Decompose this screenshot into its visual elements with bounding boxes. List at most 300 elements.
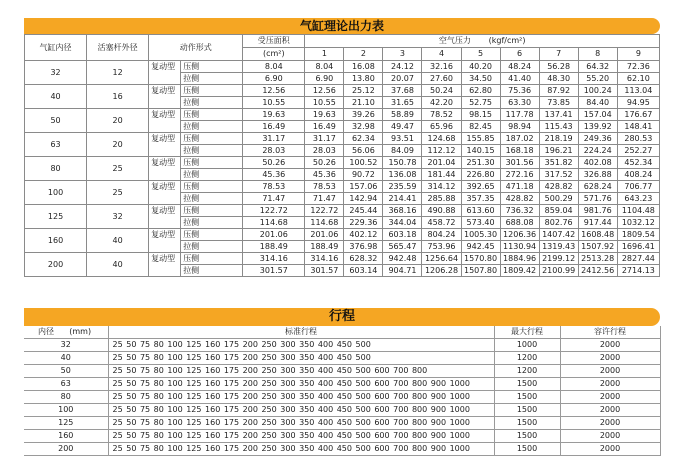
pressure-col-header: 3	[383, 48, 422, 61]
pressure-unit: (kgf/cm²)	[488, 36, 526, 45]
force-value: 1256.64	[422, 253, 461, 265]
force-value: 75.36	[500, 85, 539, 97]
force-value: 62.34	[344, 133, 383, 145]
force-value: 859.04	[539, 205, 578, 217]
force-value: 706.77	[617, 181, 659, 193]
mode-header: 动作形式	[149, 35, 243, 61]
force-value: 224.24	[578, 145, 617, 157]
pressure-col-header: 8	[578, 48, 617, 61]
force-value: 187.02	[500, 133, 539, 145]
force-value: 1507.80	[461, 265, 500, 277]
force-value: 904.71	[383, 265, 422, 277]
force-value: 643.23	[617, 193, 659, 205]
force-value: 314.12	[422, 181, 461, 193]
pressure-col-header: 2	[344, 48, 383, 61]
standard-strokes-cell: 25 50 75 80 100 125 160 175 200 250 300 350 400 450 500 600 700 800	[108, 365, 494, 378]
mode-cell: 复动型	[149, 181, 181, 205]
area-cell: 301.57	[243, 265, 305, 277]
force-value: 124.68	[422, 133, 461, 145]
force-value: 115.43	[539, 121, 578, 133]
force-value: 32.98	[344, 121, 383, 133]
force-value: 142.94	[344, 193, 383, 205]
mode-cell: 复动型	[149, 205, 181, 229]
area-cell: 314.16	[243, 253, 305, 265]
rod-cell: 20	[87, 109, 149, 133]
force-value: 157.06	[344, 181, 383, 193]
max-stroke-cell: 1500	[494, 430, 560, 443]
force-value: 27.60	[422, 73, 461, 85]
force-value: 392.65	[461, 181, 500, 193]
standard-strokes-cell: 25 50 75 80 100 125 160 175 200 250 300 350 400 450 500	[108, 339, 494, 352]
force-value: 753.96	[422, 241, 461, 253]
force-value: 137.41	[539, 109, 578, 121]
force-value: 8.04	[305, 61, 344, 73]
force-value: 56.06	[344, 145, 383, 157]
force-value: 1809.54	[617, 229, 659, 241]
force-value: 1206.28	[422, 265, 461, 277]
force-value: 1696.41	[617, 241, 659, 253]
force-value: 1032.12	[617, 217, 659, 229]
force-value: 736.32	[500, 205, 539, 217]
stroke-row	[24, 378, 660, 391]
force-value: 1104.48	[617, 205, 659, 217]
bore-header: 气缸内径	[25, 35, 87, 61]
force-value: 84.40	[578, 97, 617, 109]
pull-label: 拉侧	[181, 97, 243, 109]
standard-strokes-cell: 25 50 75 80 100 125 160 175 200 250 300 350 400 450 500	[108, 352, 494, 365]
rod-header: 活塞杆外径	[87, 35, 149, 61]
rod-cell: 32	[87, 205, 149, 229]
force-value: 428.82	[539, 181, 578, 193]
max-stroke-cell: 1200	[494, 365, 560, 378]
force-value: 1809.42	[500, 265, 539, 277]
force-value: 565.47	[383, 241, 422, 253]
stroke-bore-cell: 63	[24, 378, 108, 391]
allowed-stroke-cell: 2000	[560, 339, 660, 352]
force-value: 688.08	[500, 217, 539, 229]
area-cell: 8.04	[243, 61, 305, 73]
force-value: 272.16	[500, 169, 539, 181]
force-value: 981.76	[578, 205, 617, 217]
force-value: 78.53	[305, 181, 344, 193]
force-value: 603.14	[344, 265, 383, 277]
force-value: 37.68	[383, 85, 422, 97]
force-value: 357.35	[461, 193, 500, 205]
mode-cell: 复动型	[149, 85, 181, 109]
force-value: 39.26	[344, 109, 383, 121]
max-stroke-cell: 1500	[494, 417, 560, 430]
standard-strokes-cell: 25 50 75 80 100 125 160 175 200 250 300 350 400 450 500 600 700 800 900 1000	[108, 404, 494, 417]
stroke-bore-cell: 200	[24, 443, 108, 456]
force-value: 285.88	[422, 193, 461, 205]
force-value: 280.53	[617, 133, 659, 145]
force-value: 2412.56	[578, 265, 617, 277]
force-value: 402.08	[578, 157, 617, 169]
force-value: 150.78	[383, 157, 422, 169]
force-value: 16.49	[305, 121, 344, 133]
force-value: 48.24	[500, 61, 539, 73]
push-label: 压侧	[181, 181, 243, 193]
stroke-row	[24, 404, 660, 417]
pressure-col-header: 9	[617, 48, 659, 61]
force-row-push	[25, 253, 660, 265]
pull-label: 拉侧	[181, 121, 243, 133]
force-value: 21.10	[344, 97, 383, 109]
stroke-bore-header	[24, 326, 108, 339]
force-value: 1884.96	[500, 253, 539, 265]
stroke-row	[24, 417, 660, 430]
force-value: 218.19	[539, 133, 578, 145]
force-value: 48.30	[539, 73, 578, 85]
bore-cell: 63	[25, 133, 87, 157]
area-unit: (cm²)	[243, 48, 305, 61]
mode-cell: 复动型	[149, 157, 181, 181]
force-row-push	[25, 205, 660, 217]
force-value: 1130.94	[500, 241, 539, 253]
force-value: 32.16	[422, 61, 461, 73]
rod-cell: 40	[87, 253, 149, 277]
mode-cell: 复动型	[149, 61, 181, 85]
stroke-header-row	[24, 326, 660, 339]
bore-cell: 100	[25, 181, 87, 205]
force-value: 139.92	[578, 121, 617, 133]
force-value: 20.07	[383, 73, 422, 85]
area-cell: 71.47	[243, 193, 305, 205]
bore-cell: 200	[25, 253, 87, 277]
force-value: 140.15	[461, 145, 500, 157]
force-value: 16.08	[344, 61, 383, 73]
pull-label: 拉侧	[181, 241, 243, 253]
allowed-stroke-header: 容许行程	[560, 326, 660, 339]
standard-strokes-cell: 25 50 75 80 100 125 160 175 200 250 300 350 400 450 500 600 700 800 900 1000	[108, 391, 494, 404]
stroke-bore-cell: 125	[24, 417, 108, 430]
force-value: 2100.99	[539, 265, 578, 277]
force-value: 1407.42	[539, 229, 578, 241]
stroke-row	[24, 430, 660, 443]
force-value: 148.41	[617, 121, 659, 133]
force-value: 235.59	[383, 181, 422, 193]
force-value: 1206.36	[500, 229, 539, 241]
force-value: 301.57	[305, 265, 344, 277]
mode-cell: 复动型	[149, 229, 181, 253]
force-value: 50.26	[305, 157, 344, 169]
allowed-stroke-cell: 2000	[560, 417, 660, 430]
force-value: 42.20	[422, 97, 461, 109]
force-value: 40.20	[461, 61, 500, 73]
pressure-col-header: 7	[539, 48, 578, 61]
area-cell: 31.17	[243, 133, 305, 145]
force-value: 10.55	[305, 97, 344, 109]
force-value: 168.18	[500, 145, 539, 157]
bore-cell: 50	[25, 109, 87, 133]
area-cell: 78.53	[243, 181, 305, 193]
force-value: 31.17	[305, 133, 344, 145]
stroke-bore-cell: 32	[24, 339, 108, 352]
force-value: 802.76	[539, 217, 578, 229]
force-value: 55.20	[578, 73, 617, 85]
stroke-bore-cell: 80	[24, 391, 108, 404]
pressure-col-header: 1	[305, 48, 344, 61]
force-value: 113.04	[617, 85, 659, 97]
pull-label: 拉侧	[181, 169, 243, 181]
force-value: 31.65	[383, 97, 422, 109]
force-value: 98.15	[461, 109, 500, 121]
force-value: 917.44	[578, 217, 617, 229]
pressure-label: 空气压力	[438, 36, 471, 45]
force-value: 351.82	[539, 157, 578, 169]
force-value: 98.94	[500, 121, 539, 133]
force-value: 84.09	[383, 145, 422, 157]
stroke-row	[24, 443, 660, 456]
force-value: 452.34	[617, 157, 659, 169]
area-cell: 19.63	[243, 109, 305, 121]
force-value: 19.63	[305, 109, 344, 121]
force-value: 136.08	[383, 169, 422, 181]
force-value: 117.78	[500, 109, 539, 121]
area-cell: 12.56	[243, 85, 305, 97]
force-value: 157.04	[578, 109, 617, 121]
area-cell: 122.72	[243, 205, 305, 217]
push-label: 压侧	[181, 205, 243, 217]
force-value: 12.56	[305, 85, 344, 97]
force-value: 326.88	[578, 169, 617, 181]
area-cell: 114.68	[243, 217, 305, 229]
force-value: 45.36	[305, 169, 344, 181]
force-value: 58.89	[383, 109, 422, 121]
area-cell: 201.06	[243, 229, 305, 241]
force-value: 201.04	[422, 157, 461, 169]
stroke-bore-label: 内径	[38, 327, 54, 336]
force-value: 71.47	[305, 193, 344, 205]
force-row-push	[25, 157, 660, 169]
force-value: 73.85	[539, 97, 578, 109]
force-value: 100.52	[344, 157, 383, 169]
force-value: 196.21	[539, 145, 578, 157]
push-label: 压侧	[181, 157, 243, 169]
force-value: 1570.80	[461, 253, 500, 265]
force-value: 82.45	[461, 121, 500, 133]
stroke-row	[24, 339, 660, 352]
bore-cell: 80	[25, 157, 87, 181]
push-label: 压侧	[181, 109, 243, 121]
pull-label: 拉侧	[181, 265, 243, 277]
force-value: 603.18	[383, 229, 422, 241]
area-cell: 45.36	[243, 169, 305, 181]
mode-cell: 复动型	[149, 133, 181, 157]
force-value: 56.28	[539, 61, 578, 73]
force-value: 344.04	[383, 217, 422, 229]
force-value: 573.40	[461, 217, 500, 229]
allowed-stroke-cell: 2000	[560, 391, 660, 404]
force-value: 301.56	[500, 157, 539, 169]
pressure-col-header: 4	[422, 48, 461, 61]
allowed-stroke-cell: 2000	[560, 352, 660, 365]
stroke-bore-unit: (mm)	[69, 327, 92, 336]
force-value: 471.18	[500, 181, 539, 193]
max-stroke-cell: 1500	[494, 404, 560, 417]
force-value: 942.45	[461, 241, 500, 253]
push-label: 压侧	[181, 253, 243, 265]
pressure-col-header: 6	[500, 48, 539, 61]
force-value: 1005.30	[461, 229, 500, 241]
force-value: 181.44	[422, 169, 461, 181]
force-value: 214.41	[383, 193, 422, 205]
stroke-row	[24, 391, 660, 404]
area-cell: 16.49	[243, 121, 305, 133]
force-value: 402.12	[344, 229, 383, 241]
rod-cell: 25	[87, 157, 149, 181]
force-value: 1319.43	[539, 241, 578, 253]
force-value: 90.72	[344, 169, 383, 181]
force-table	[24, 34, 660, 277]
force-value: 13.80	[344, 73, 383, 85]
force-row-push	[25, 85, 660, 97]
force-value: 25.12	[344, 85, 383, 97]
force-value: 613.60	[461, 205, 500, 217]
force-row-push	[25, 61, 660, 73]
rod-cell: 20	[87, 133, 149, 157]
bore-cell: 40	[25, 85, 87, 109]
force-value: 93.51	[383, 133, 422, 145]
allowed-stroke-cell: 2000	[560, 430, 660, 443]
rod-cell: 40	[87, 229, 149, 253]
stroke-row	[24, 365, 660, 378]
standard-stroke-header: 标准行程	[108, 326, 494, 339]
force-value: 628.24	[578, 181, 617, 193]
force-value: 122.72	[305, 205, 344, 217]
force-value: 62.10	[617, 73, 659, 85]
push-label: 压侧	[181, 133, 243, 145]
standard-strokes-cell: 25 50 75 80 100 125 160 175 200 250 300 350 400 450 500 600 700 800 900 1000	[108, 417, 494, 430]
force-value: 229.36	[344, 217, 383, 229]
pull-label: 拉侧	[181, 145, 243, 157]
force-value: 428.82	[500, 193, 539, 205]
force-value: 249.36	[578, 133, 617, 145]
force-row-push	[25, 181, 660, 193]
force-value: 252.27	[617, 145, 659, 157]
max-stroke-cell: 1000	[494, 339, 560, 352]
force-value: 226.80	[461, 169, 500, 181]
push-label: 压侧	[181, 85, 243, 97]
force-value: 155.85	[461, 133, 500, 145]
force-value: 251.30	[461, 157, 500, 169]
pull-label: 拉侧	[181, 73, 243, 85]
standard-strokes-cell: 25 50 75 80 100 125 160 175 200 250 300 350 400 450 500 600 700 800 900 1000	[108, 443, 494, 456]
force-value: 100.24	[578, 85, 617, 97]
force-row-push	[25, 133, 660, 145]
stroke-bore-cell: 100	[24, 404, 108, 417]
stroke-table-title: 行程	[24, 308, 660, 326]
force-value: 87.92	[539, 85, 578, 97]
force-value: 490.88	[422, 205, 461, 217]
force-value: 176.67	[617, 109, 659, 121]
force-value: 804.24	[422, 229, 461, 241]
force-value: 62.80	[461, 85, 500, 97]
force-value: 201.06	[305, 229, 344, 241]
force-value: 112.12	[422, 145, 461, 157]
force-value: 34.50	[461, 73, 500, 85]
force-value: 408.24	[617, 169, 659, 181]
force-row-push	[25, 109, 660, 121]
force-value: 114.68	[305, 217, 344, 229]
force-value: 72.36	[617, 61, 659, 73]
force-value: 2827.44	[617, 253, 659, 265]
force-value: 28.03	[305, 145, 344, 157]
push-label: 压侧	[181, 229, 243, 241]
max-stroke-cell: 1500	[494, 378, 560, 391]
allowed-stroke-cell: 2000	[560, 443, 660, 456]
force-value: 2714.13	[617, 265, 659, 277]
force-value: 314.16	[305, 253, 344, 265]
force-value: 942.48	[383, 253, 422, 265]
standard-strokes-cell: 25 50 75 80 100 125 160 175 200 250 300 350 400 450 500 600 700 800 900 1000	[108, 430, 494, 443]
push-label: 压侧	[181, 61, 243, 73]
force-value: 41.40	[500, 73, 539, 85]
force-value: 63.30	[500, 97, 539, 109]
area-cell: 10.55	[243, 97, 305, 109]
force-value: 6.90	[305, 73, 344, 85]
standard-strokes-cell: 25 50 75 80 100 125 160 175 200 250 300 350 400 450 500 600 700 800 900 1000	[108, 378, 494, 391]
force-value: 65.96	[422, 121, 461, 133]
force-value: 368.16	[383, 205, 422, 217]
force-value: 2199.12	[539, 253, 578, 265]
force-value: 571.76	[578, 193, 617, 205]
force-value: 628.32	[344, 253, 383, 265]
max-stroke-cell: 1200	[494, 352, 560, 365]
force-value: 1507.92	[578, 241, 617, 253]
bore-cell: 160	[25, 229, 87, 253]
max-stroke-cell: 1500	[494, 391, 560, 404]
force-value: 500.29	[539, 193, 578, 205]
bore-cell: 125	[25, 205, 87, 229]
rod-cell: 12	[87, 61, 149, 85]
stroke-row	[24, 352, 660, 365]
force-value: 188.49	[305, 241, 344, 253]
force-table-title: 气缸理论出力表	[24, 18, 660, 34]
force-value: 94.95	[617, 97, 659, 109]
pressure-col-header: 5	[461, 48, 500, 61]
bore-cell: 32	[25, 61, 87, 85]
area-header: 受压面积	[243, 35, 305, 48]
area-cell: 28.03	[243, 145, 305, 157]
max-stroke-cell: 1500	[494, 443, 560, 456]
force-value: 245.44	[344, 205, 383, 217]
stroke-bore-cell: 50	[24, 365, 108, 378]
mode-cell: 复动型	[149, 253, 181, 277]
force-value: 317.52	[539, 169, 578, 181]
pull-label: 拉侧	[181, 217, 243, 229]
force-value: 78.52	[422, 109, 461, 121]
allowed-stroke-cell: 2000	[560, 378, 660, 391]
pressure-header	[305, 35, 660, 48]
stroke-bore-cell: 160	[24, 430, 108, 443]
force-value: 50.24	[422, 85, 461, 97]
allowed-stroke-cell: 2000	[560, 404, 660, 417]
allowed-stroke-cell: 2000	[560, 365, 660, 378]
stroke-table	[24, 326, 661, 456]
force-row-push	[25, 229, 660, 241]
force-value: 64.32	[578, 61, 617, 73]
rod-cell: 16	[87, 85, 149, 109]
stroke-bore-cell: 40	[24, 352, 108, 365]
force-value: 49.47	[383, 121, 422, 133]
rod-cell: 25	[87, 181, 149, 205]
pull-label: 拉侧	[181, 193, 243, 205]
area-cell: 188.49	[243, 241, 305, 253]
force-value: 1608.48	[578, 229, 617, 241]
mode-cell: 复动型	[149, 109, 181, 133]
force-value: 2513.28	[578, 253, 617, 265]
